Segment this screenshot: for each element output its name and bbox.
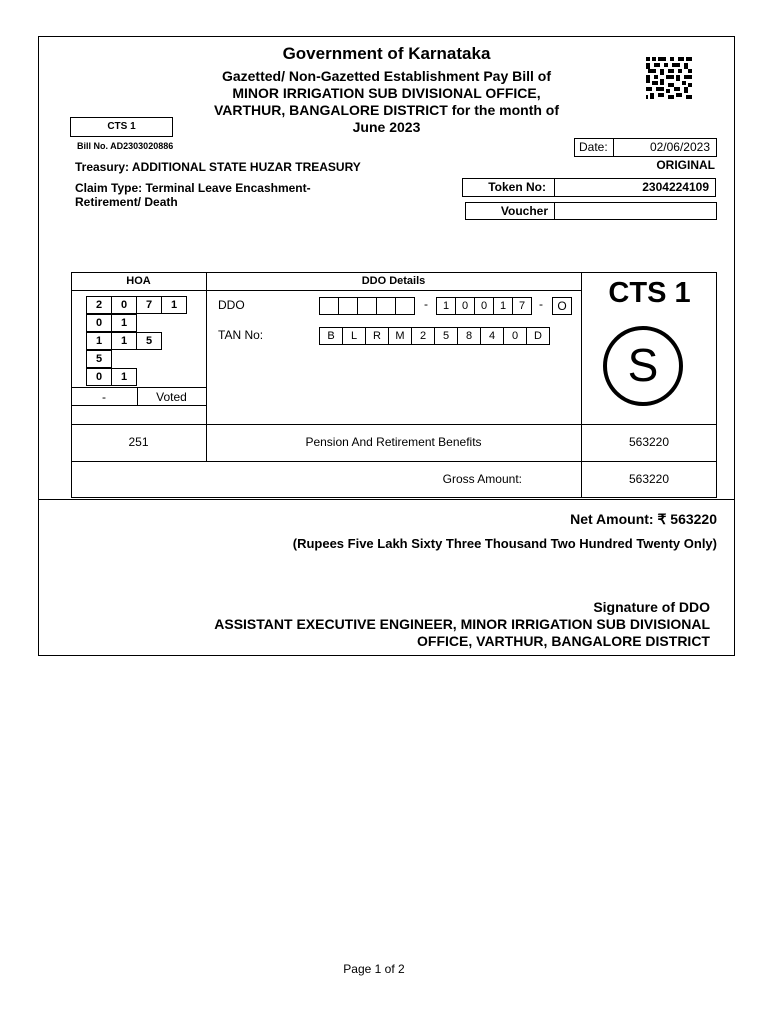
table-divider (206, 272, 207, 461)
hoa-digit-box: 2 (86, 296, 112, 314)
bill-title-line1: Gazetted/ Non-Gazetted Establishment Pay Bill of (221, 68, 552, 84)
signature-label: Signature of DDO (593, 599, 710, 615)
gross-amount-label: Gross Amount: (442, 472, 522, 486)
voucher-value (554, 202, 717, 220)
ddo-code-box: 1 (436, 297, 456, 315)
hoa-digit-box: 0 (86, 368, 112, 386)
tan-char-box: 8 (457, 327, 481, 345)
tan-char-box: 5 (434, 327, 458, 345)
hoa-digit-box: 7 (136, 296, 162, 314)
datamatrix-code-icon (646, 57, 692, 99)
ddo-suffix-box: O (552, 297, 572, 315)
stamp-letter: S (627, 339, 659, 391)
bill-number: Bill No. AD2303020886 (77, 141, 174, 151)
hoa-digit-box: 1 (111, 368, 137, 386)
bill-title-line2: MINOR IRRIGATION SUB DIVISIONAL OFFICE, (232, 85, 541, 101)
hoa-digit-box: 5 (86, 350, 112, 368)
hoa-header: HOA (126, 275, 151, 287)
table-divider (71, 405, 206, 406)
hoa-digit-box: 1 (161, 296, 187, 314)
tan-char-box: 4 (480, 327, 504, 345)
hoa-digit-box: 1 (111, 314, 137, 332)
ddo-blank-box (338, 297, 358, 315)
token-number: 2304224109 (554, 178, 716, 197)
ddo-label: DDO (218, 298, 245, 312)
signatory-line1: ASSISTANT EXECUTIVE ENGINEER, MINOR IRRIGATION SUB DIVISIONAL (214, 616, 710, 632)
hoa-dash: - (102, 390, 106, 404)
ddo-code-box: 0 (474, 297, 494, 315)
date-value: 02/06/2023 (613, 138, 717, 157)
section-divider (38, 499, 735, 500)
table-divider (71, 461, 717, 462)
ddo-blank-box (376, 297, 396, 315)
tan-char-box: D (526, 327, 550, 345)
ddo-code-box: 7 (512, 297, 532, 315)
page-number: Page 1 of 2 (343, 962, 405, 976)
ddo-separator: - (539, 297, 543, 311)
date-label: Date: (574, 138, 614, 157)
ddo-blank-box (319, 297, 339, 315)
gross-amount-value: 563220 (628, 472, 670, 486)
tan-char-box: R (365, 327, 389, 345)
government-title: Government of Karnataka (282, 44, 491, 63)
tan-char-box: M (388, 327, 412, 345)
hoa-digit-box: 5 (136, 332, 162, 350)
tan-char-box: 0 (503, 327, 527, 345)
hoa-digit-box: 0 (86, 314, 112, 332)
net-amount: Net Amount: ₹ 563220 (570, 511, 717, 527)
hoa-digit-box: 0 (111, 296, 137, 314)
table-divider (71, 387, 206, 388)
form-code-box: CTS 1 (70, 117, 173, 137)
ddo-details-header: DDO Details (361, 275, 426, 287)
hoa-digit-box: 1 (111, 332, 137, 350)
amount-in-words: (Rupees Five Lakh Sixty Three Thousand Two Hundred Twenty Only) (292, 536, 717, 551)
table-divider (71, 290, 581, 291)
ddo-code-box: 0 (455, 297, 475, 315)
tan-char-box: 2 (411, 327, 435, 345)
tan-char-box: B (319, 327, 343, 345)
token-label: Token No: (462, 178, 555, 197)
treasury-name: Treasury: ADDITIONAL STATE HUZAR TREASURY (75, 160, 361, 174)
ddo-blank-box (357, 297, 377, 315)
ddo-separator: - (424, 297, 428, 311)
tan-label: TAN No: (218, 328, 264, 342)
signatory-line2: OFFICE, VARTHUR, BANGALORE DISTRICT (417, 633, 710, 649)
tan-char-box: L (342, 327, 366, 345)
line-item-code: 251 (128, 435, 149, 449)
stamp-title: CTS 1 (608, 277, 691, 309)
claim-type-line2: Retirement/ Death (75, 195, 178, 209)
bill-title-line4: June 2023 (352, 119, 421, 135)
voted-label: Voted (156, 390, 187, 404)
line-item-description: Pension And Retirement Benefits (305, 435, 482, 449)
line-item-amount: 563220 (628, 435, 670, 449)
ddo-code-box: 1 (493, 297, 513, 315)
hoa-digit-box: 1 (86, 332, 112, 350)
bill-title-line3: VARTHUR, BANGALORE DISTRICT for the month of (213, 102, 560, 118)
claim-type-line1: Claim Type: Terminal Leave Encashment- (75, 181, 311, 195)
table-divider (71, 424, 717, 425)
ddo-blank-box (395, 297, 415, 315)
voucher-label: Voucher (465, 202, 555, 220)
copy-label: ORIGINAL (656, 158, 715, 172)
